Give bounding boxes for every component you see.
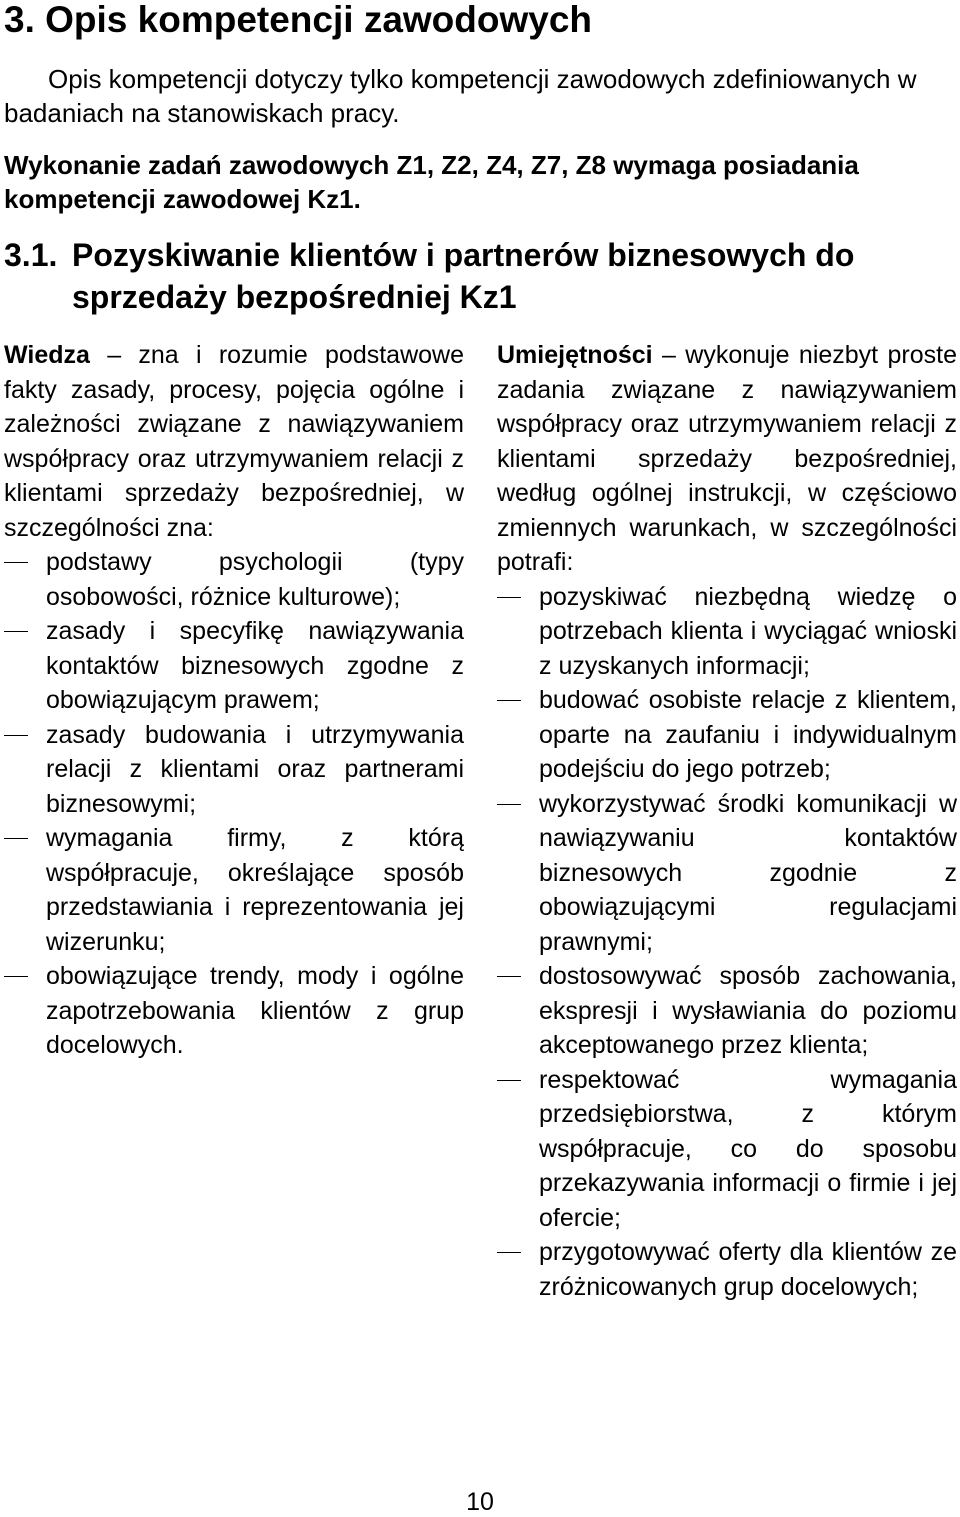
list-item-text: zasady i specyfikę nawiązywania kontaktów biznesowych zgodne z obowiązującym prawem; (46, 617, 464, 714)
knowledge-column (4, 338, 464, 1063)
skills-text: – wykonuje niezbyt proste zadania związane z nawiązywaniem współpracy oraz utrzymywaniem relacji z klientami sprzedaży bezpośredniej, według ogólnej instrukcji, w częściowo zmiennych warunkach, w szczególności potrafi: (497, 341, 957, 576)
dash-bullet (497, 1252, 521, 1253)
list-item-text: respektować wymagania przedsiębiorstwa, z którym współpracuje, co do sposobu przekazywania informacji o firmie i jej ofercie; (539, 1065, 957, 1232)
dash-bullet (497, 1080, 521, 1081)
skills-list (497, 580, 957, 1305)
list-item (497, 787, 957, 960)
list-item (4, 821, 464, 959)
list-item (4, 959, 464, 1063)
dash-bullet (4, 631, 28, 632)
skills-column (497, 338, 957, 1304)
knowledge-list (4, 545, 464, 1063)
dash-bullet (4, 735, 28, 736)
dash-bullet (497, 976, 521, 977)
knowledge-label: Wiedza (4, 341, 90, 369)
list-item-text: przygotowywać oferty dla klientów ze zróżnicowanych grup docelowych; (539, 1238, 957, 1301)
list-item (497, 1063, 957, 1236)
dash-bullet (497, 700, 521, 701)
dash-bullet (4, 976, 28, 977)
section-number: 3.1. (4, 237, 58, 273)
dash-bullet (4, 562, 28, 563)
list-item-text: budować osobiste relacje z klientem, oparte na zaufaniu i indywidualnym podejściu do jego potrzeb; (539, 686, 957, 783)
knowledge-lead (4, 338, 464, 545)
dash-bullet (497, 804, 521, 805)
list-item (497, 580, 957, 684)
intro-text: Opis kompetencji dotyczy tylko kompetencji zawodowych zdefiniowanych w badaniach na stanowiskach pracy. (4, 64, 917, 128)
skills-label: Umiejętności (497, 341, 653, 369)
skills-lead (497, 338, 957, 580)
list-item-text: zasady budowania i utrzymywania relacji z klientami oraz partnerami biznesowymi; (46, 720, 464, 818)
dash-bullet (497, 597, 521, 598)
list-item-text: podstawy psychologii (typy osobowości, różnice kulturowe); (46, 548, 464, 611)
list-item-text: dostosowywać sposób zachowania, ekspresji i wysławiania do poziomu akceptowanego przez klienta; (539, 962, 957, 1059)
list-item (497, 1235, 957, 1304)
list-item (4, 545, 464, 614)
list-item (4, 614, 464, 718)
list-item-text: wykorzystywać środki komunikacji w nawiązywaniu kontaktów biznesowych zgodnie z obowiązującymi regulacjami prawnymi; (539, 789, 957, 956)
list-item (497, 959, 957, 1063)
list-item (4, 718, 464, 822)
section-title-line2: sprzedaży bezpośredniej Kz1 (72, 279, 517, 315)
requirement-paragraph: Wykonanie zadań zawodowych Z1, Z2, Z4, Z7, Z8 wymaga posiadania kompetencji zawodowej Kz1. (4, 150, 859, 214)
intro-paragraph (4, 62, 954, 130)
knowledge-text: – zna i rozumie podstawowe fakty zasady, procesy, pojęcia ogólne i zależności związane z nawiązywaniem współpracy oraz utrzymywaniem relacji z klientami sprzedaży bezpośredniej, w szczególności zna: (4, 341, 464, 542)
list-item-text: obowiązujące trendy, mody i ogólne zapotrzebowania klientów z grup docelowych. (46, 962, 464, 1059)
page-number: 10 (466, 1488, 494, 1516)
section-heading (4, 234, 959, 318)
dash-bullet (4, 838, 28, 839)
chapter-heading: 3. Opis kompetencji zawodowych (4, 0, 593, 40)
section-title-line1: Pozyskiwanie klientów i partnerów biznesowych do (72, 237, 855, 273)
list-item-text: wymagania firmy, z którą współpracuje, określające sposób przedstawiania i reprezentowania jej wizerunku; (46, 824, 464, 956)
list-item (497, 683, 957, 787)
list-item-text: pozyskiwać niezbędną wiedzę o potrzebach klienta i wyciągać wnioski z uzyskanych informacji; (539, 582, 957, 680)
